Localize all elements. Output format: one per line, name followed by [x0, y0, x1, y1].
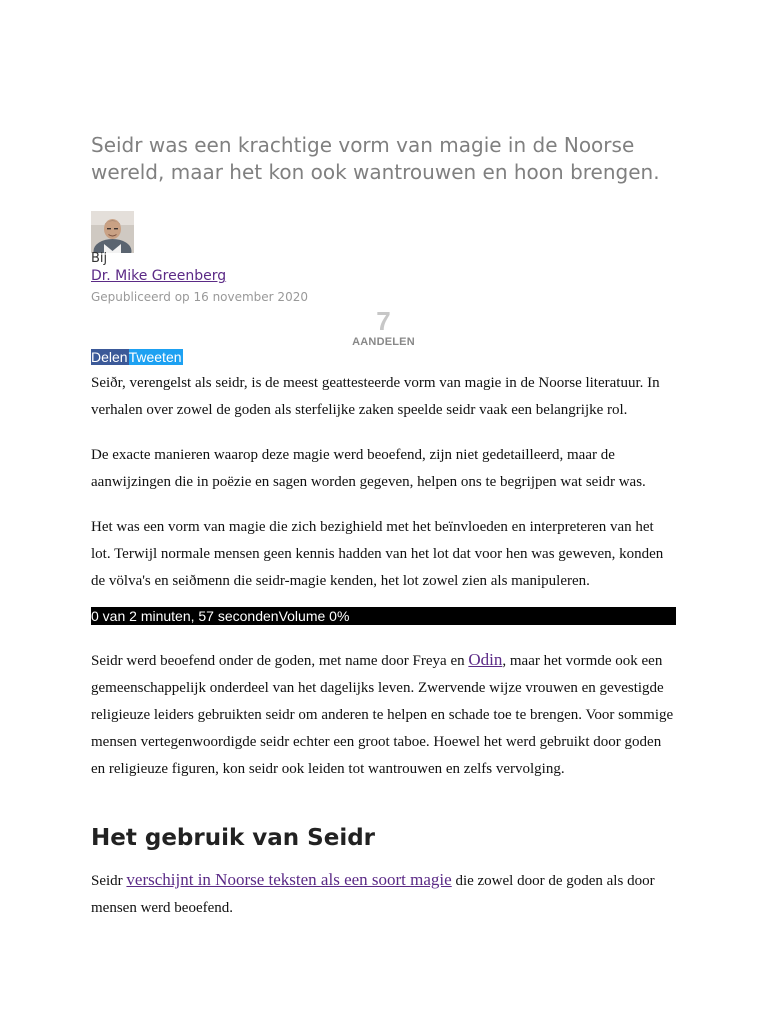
article-paragraph: Seiðr, verengelst als seidr, is de meest geattesteerde vorm van magie in de Noorse literatuur. In verhalen over zowel de goden als sterfelijke zaken speelde seidr vaak een belangrijke rol.	[91, 375, 660, 418]
facebook-share-button[interactable]: Delen	[91, 349, 128, 365]
share-count: 7	[376, 306, 391, 336]
section-heading: Het gebruik van Seidr	[91, 825, 376, 851]
paragraph-text: , maar het vormde ook een gemeenschappelijk onderdeel van het dagelijks leven. Zwervende wijze vrouwen en gevestigde religieuze leiders gebruikten seidr om anderen te helpen en schade toe te brengen. Voor sommige mensen vertegenwoordigde seidr echter een groot taboe. Hoewel het werd gebruikt door goden en religieuze figuren, kon seidr ook leiden tot wantrouwen en zelfs vervolging.	[91, 653, 674, 777]
author-by-label: Bij	[91, 251, 108, 266]
article-paragraph: Het was een vorm van magie die zich bezighield met het beïnvloeden en interpreteren van het lot. Terwijl normale mensen geen kennis hadden van het lot dat voor hen was geweven, konden de völva's en seiðmenn die seidr-magie kenden, het lot zowel zien als manipuleren.	[91, 519, 664, 589]
twitter-share-button[interactable]: Tweeten	[128, 349, 182, 365]
published-date: Gepubliceerd op 16 november 2020	[91, 290, 308, 304]
author-photo-icon	[91, 211, 134, 253]
article-paragraph	[91, 646, 676, 783]
share-count-label: AANDELEN	[352, 336, 415, 348]
paragraph-text: Seidr werd beoefend onder de goden, met name door Freya en	[91, 653, 469, 669]
article-paragraph	[91, 866, 676, 922]
share-buttons	[91, 349, 183, 365]
article-subtitle: Seidr was een krachtige vorm van magie in de Noorse wereld, maar het kon ook wantrouwen en hoon brengen.	[91, 133, 660, 184]
video-player-status[interactable]: 0 van 2 minuten, 57 secondenVolume 0%	[91, 607, 676, 625]
article-paragraph: De exacte manieren waarop deze magie werd beoefend, zijn niet gedetailleerd, maar de aanwijzingen die in poëzie en sagen worden gegeven, helpen ons te begrijpen wat seidr was.	[91, 447, 646, 490]
author-name-link[interactable]: Dr. Mike Greenberg	[91, 268, 227, 284]
norse-magic-link[interactable]: verschijnt in Noorse teksten als een soort magie	[126, 870, 452, 889]
paragraph-text: Seidr	[91, 873, 127, 889]
share-counter	[91, 306, 676, 349]
paragraph-text: die zowel door de goden als door mensen werd beoefend.	[91, 873, 655, 916]
odin-link[interactable]: Odin	[468, 650, 503, 669]
author-avatar[interactable]	[91, 211, 134, 253]
